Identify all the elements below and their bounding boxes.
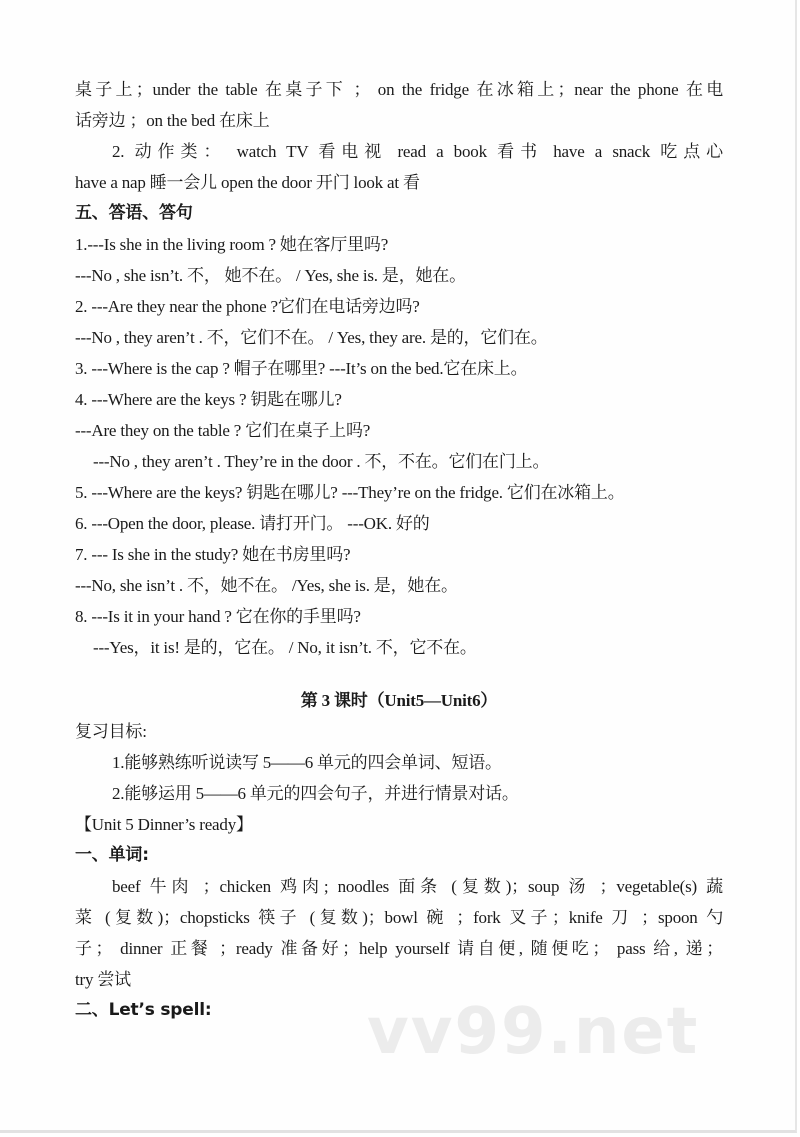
answer-line: 6. ---Open the door, please. 请打开门。 ---OK. 好的 (75, 514, 430, 533)
goal-item: 1.能够熟练听说读写 5——6 单元的四会单词、短语。 (112, 753, 502, 772)
document-content (75, 74, 723, 1026)
answer-line: ---No , they aren’t . They’re in the door . 不，不在。它们在门上。 (93, 452, 550, 471)
vocab-actions-line-2: have a nap 睡一会儿 open the door 开门 look at 看 (75, 173, 420, 192)
vocab-locations-line-2: 话旁边 ；on the bed 在床上 (75, 111, 270, 130)
lesson-title: 第 3 课时（Unit5—Unit6） (300, 691, 498, 710)
watermark: vv99.net (367, 995, 700, 1069)
answer-line: 1.---Is she in the living room ? 她在客厅里吗? (75, 235, 389, 254)
answer-line: ---No , they aren’t . 不，它们不在。 / Yes, they are. 是的，它们在。 (75, 328, 548, 347)
answer-line: 7. --- Is she in the study? 她在书房里吗? (75, 545, 351, 564)
answer-line: 5. ---Where are the keys? 钥匙在哪儿? ---They’re on the fridge. 它们在冰箱上。 (75, 483, 625, 502)
answer-line: 8. ---Is it in your hand ? 它在你的手里吗? (75, 607, 361, 626)
answer-line: 3. ---Where is the cap ? 帽子在哪里? ---It’s on the bed.它在床上。 (75, 359, 528, 378)
answer-line: 4. ---Where are the keys ? 钥匙在哪儿? (75, 390, 342, 409)
words-line: 子； dinner 正餐 ；ready 准备好；help yourself 请自便, 随便吃； pass 给, 递； (75, 939, 723, 958)
words-line: beef 牛肉 ；chicken 鸡肉; noodles 面条 (复数)；soup 汤 ；vegetable(s) 蔬 (112, 877, 723, 896)
goal-item: 2.能够运用 5——6 单元的四会句子，并进行情景对话。 (112, 784, 519, 803)
goals-label: 复习目标: (75, 722, 147, 741)
answer-line: ---No , she isn’t. 不， 她不在。 / Yes, she is. 是，她在。 (75, 266, 466, 285)
answer-line: 2. ---Are they near the phone ?它们在电话旁边吗? (75, 297, 420, 316)
answer-line: ---Are they on the table ? 它们在桌子上吗? (75, 421, 371, 440)
vocab-actions-line-1: 2. 动作类： watch TV 看电视 read a book 看书 have a snack 吃点心 (112, 142, 723, 161)
answer-line: ---Yes，it is! 是的，它在。 / No, it isn’t. 不，它不在。 (93, 638, 477, 657)
vocab-locations-line-1: 桌子上；under the table 在桌子下 ； on the fridge 在冰箱上；near the phone 在电 (75, 80, 723, 99)
unit-header: 【Unit 5 Dinner’s ready】 (75, 815, 253, 834)
section5-heading: 五、答语、答句 (75, 203, 193, 223)
words-line: 菜 (复数)；chopsticks 筷子 (复数)；bowl 碗 ；fork 叉子；knife 刀 ；spoon 勺 (75, 908, 723, 927)
words-line: try 尝试 (75, 970, 131, 989)
spell-heading: 二、Let’s spell: (75, 1000, 212, 1020)
words-heading: 一、单词: (75, 845, 149, 865)
answer-line: ---No, she isn’t . 不，她不在。 /Yes, she is. 是，她在。 (75, 576, 458, 595)
